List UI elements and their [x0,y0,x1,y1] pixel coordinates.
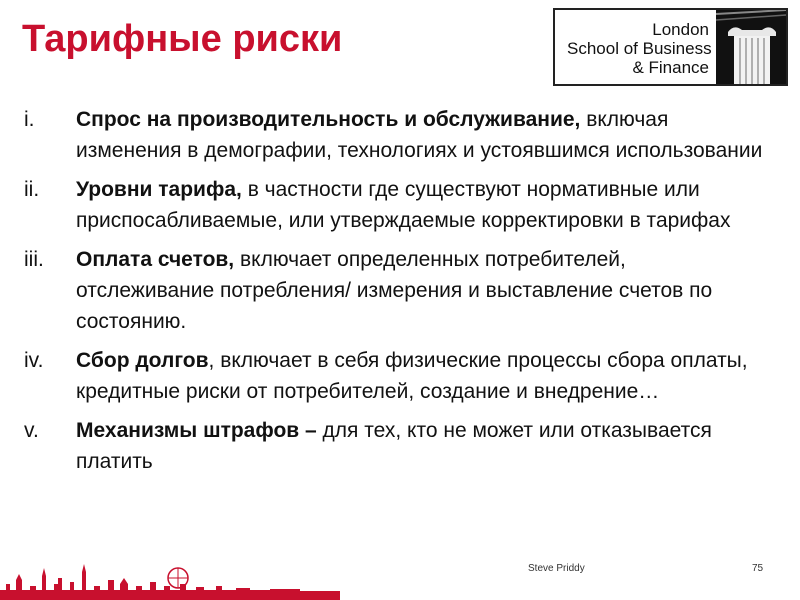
item-heading: Механизмы штрафов – [76,419,317,442]
slide-title: Тарифные риски [22,18,343,60]
column-icon [716,10,786,84]
item-heading: Уровни тарифа, [76,178,242,201]
item-number: iii. [24,248,44,271]
risk-list [24,104,764,485]
item-number: v. [24,419,39,442]
item-number: i. [24,108,35,131]
footer-author: Steve Priddy [528,563,585,574]
logo-line-2: School of Business [567,39,712,58]
item-text: включая изменения в демографии, технологиях и устоявшимся использовании [76,108,763,162]
list-item [24,174,764,236]
logo-text [567,20,712,77]
item-heading: Сбор долгов [76,349,209,372]
item-heading: Спрос на производительность и обслуживание, [76,108,581,131]
item-heading: Оплата счетов, [76,248,235,271]
list-item [24,244,764,337]
london-skyline-icon [0,556,340,600]
item-text: в частности где существуют нормативные или приспосабливаемые, или утверждаемые корректировки в тарифах [76,178,731,232]
item-number: iv. [24,349,44,372]
item-number: ii. [24,178,40,201]
item-text: для тех, кто не может или отказывается платить [76,419,712,473]
logo-line-3: & Finance [632,58,709,77]
item-text: включает определенных потребителей, отслеживание потребления/ измерения и выставление счетов по состоянию. [76,248,713,333]
list-item [24,104,764,166]
school-logo [553,8,788,86]
item-text: , включает в себя физические процессы сбора оплаты, кредитные риски от потребителей, создание и внедрение… [76,349,748,403]
page-number: 75 [752,563,764,574]
list-item [24,345,764,407]
logo-line-1: London [652,20,709,39]
list-item [24,415,764,477]
